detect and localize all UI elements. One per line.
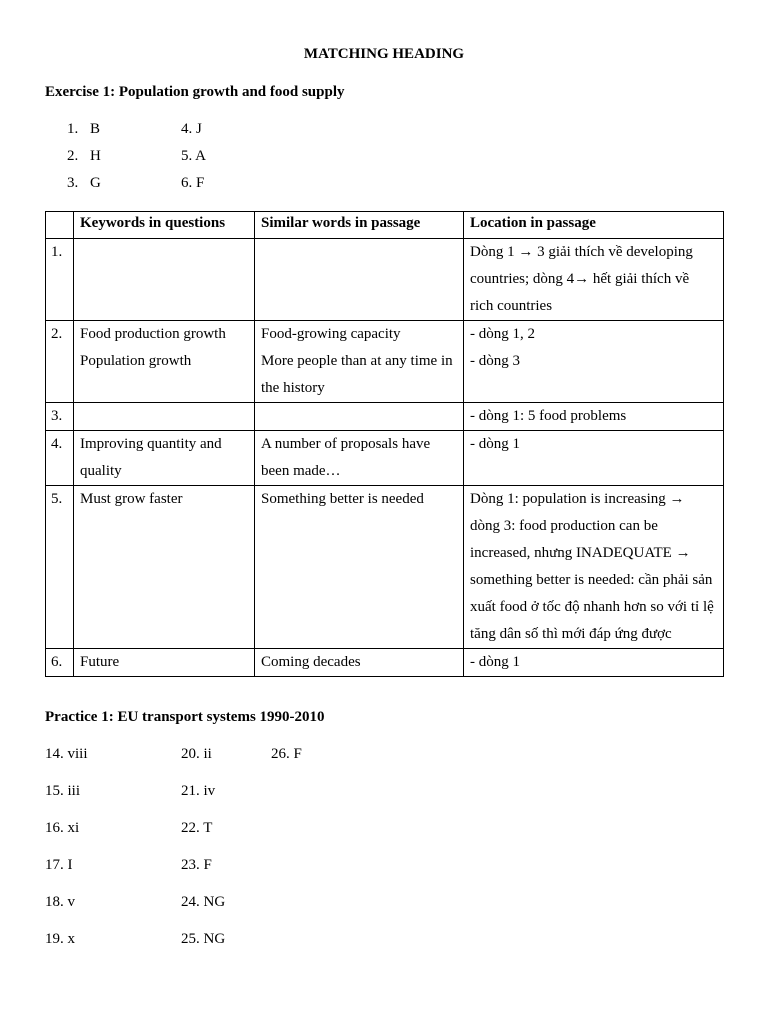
answer-item: 4. J: [181, 121, 202, 137]
location-cell: [464, 649, 724, 677]
similar-line: Coming decades: [261, 654, 361, 670]
answer-item: 22. T: [181, 820, 213, 836]
header-num: [46, 212, 74, 239]
row-number: 4.: [46, 431, 74, 486]
location-line: - dòng 3: [470, 353, 520, 369]
answer-item: 18. v: [45, 894, 75, 910]
similar-cell: [255, 486, 464, 649]
answer-item: 19. x: [45, 931, 75, 947]
keyword-line: Future: [80, 654, 120, 670]
similar-line: Food-growing capacity: [261, 326, 401, 342]
similar-cell: [255, 239, 464, 321]
similar-line: More people than at any time in: [261, 353, 453, 369]
practice-1-heading: Practice 1: EU transport systems 1990-2010: [45, 709, 325, 725]
similar-line: the history: [261, 380, 325, 396]
answer-item: 21. iv: [181, 783, 216, 799]
location-line: countries; dòng 4→ hết giải thích về: [470, 271, 690, 287]
keywords-cell: [74, 403, 255, 431]
answer-item: 26. F: [271, 746, 302, 762]
table-row: [46, 239, 724, 321]
row-number: 6.: [46, 649, 74, 677]
similar-line: Something better is needed: [261, 491, 424, 507]
location-line: Dòng 1: population is increasing →: [470, 491, 685, 507]
row-number: 1.: [46, 239, 74, 321]
row-number: 5.: [46, 486, 74, 649]
table-row: [46, 649, 724, 677]
location-line: xuất food ở tốc độ nhanh hơn so với tỉ lệ: [470, 599, 714, 615]
answer-number: 2.: [67, 148, 79, 164]
similar-cell: [255, 431, 464, 486]
keywords-cell: [74, 486, 255, 649]
answer-item: 16. xi: [45, 820, 80, 836]
keyword-line: Population growth: [80, 353, 192, 369]
similar-line: A number of proposals have: [261, 436, 431, 452]
row-number: 2.: [46, 321, 74, 403]
location-line: Dòng 1 → 3 giải thích về developing: [470, 244, 693, 260]
answer-number: 1.: [67, 121, 79, 137]
keyword-line: Food production growth: [80, 326, 226, 342]
location-line: - dòng 1: [470, 654, 520, 670]
location-line: rich countries: [470, 298, 553, 314]
location-line: - dòng 1, 2: [470, 326, 535, 342]
row-number: 3.: [46, 403, 74, 431]
location-line: dòng 3: food production can be: [470, 518, 658, 534]
answer-item: 25. NG: [181, 931, 226, 947]
location-line: increased, nhưng INADEQUATE →: [470, 545, 691, 561]
table-row: [46, 403, 724, 431]
answer-value: G: [90, 175, 101, 191]
answer-item: 17. I: [45, 857, 73, 873]
answer-item: 15. iii: [45, 783, 81, 799]
location-cell: [464, 486, 724, 649]
location-line: - dòng 1: [470, 436, 520, 452]
table-row: [46, 321, 724, 403]
location-line: tăng dân số thì mới đáp ứng được: [470, 626, 672, 642]
answer-number: 3.: [67, 175, 79, 191]
location-line: something better is needed: cần phải sản: [470, 572, 713, 588]
keywords-cell: [74, 239, 255, 321]
keywords-table: [45, 211, 724, 677]
similar-cell: [255, 649, 464, 677]
keyword-line: quality: [80, 463, 122, 479]
similar-cell: [255, 403, 464, 431]
answer-item: 6. F: [181, 175, 205, 191]
location-line: - dòng 1: 5 food problems: [470, 408, 627, 424]
answer-item: 5. A: [181, 148, 207, 164]
answer-item: 24. NG: [181, 894, 226, 910]
keywords-cell: [74, 431, 255, 486]
keywords-cell: [74, 649, 255, 677]
location-cell: [464, 239, 724, 321]
similar-cell: [255, 321, 464, 403]
answer-item: 23. F: [181, 857, 212, 873]
answer-item: 14. viii: [45, 746, 88, 762]
answer-item: 20. ii: [181, 746, 212, 762]
location-cell: [464, 403, 724, 431]
similar-line: been made…: [261, 463, 341, 479]
location-cell: [464, 321, 724, 403]
header-location: Location in passage: [464, 212, 724, 239]
exercise-1-heading: Exercise 1: Population growth and food supply: [45, 84, 345, 100]
keywords-cell: [74, 321, 255, 403]
table-header-row: [46, 212, 724, 239]
table-row: [46, 431, 724, 486]
answer-value: H: [90, 148, 101, 164]
keyword-line: Must grow faster: [80, 491, 183, 507]
header-keywords: Keywords in questions: [74, 212, 255, 239]
location-cell: [464, 431, 724, 486]
keyword-line: Improving quantity and: [80, 436, 222, 452]
page-title: MATCHING HEADING: [303, 46, 465, 62]
table-row: [46, 486, 724, 649]
answer-value: B: [90, 121, 101, 137]
header-similar: Similar words in passage: [255, 212, 464, 239]
